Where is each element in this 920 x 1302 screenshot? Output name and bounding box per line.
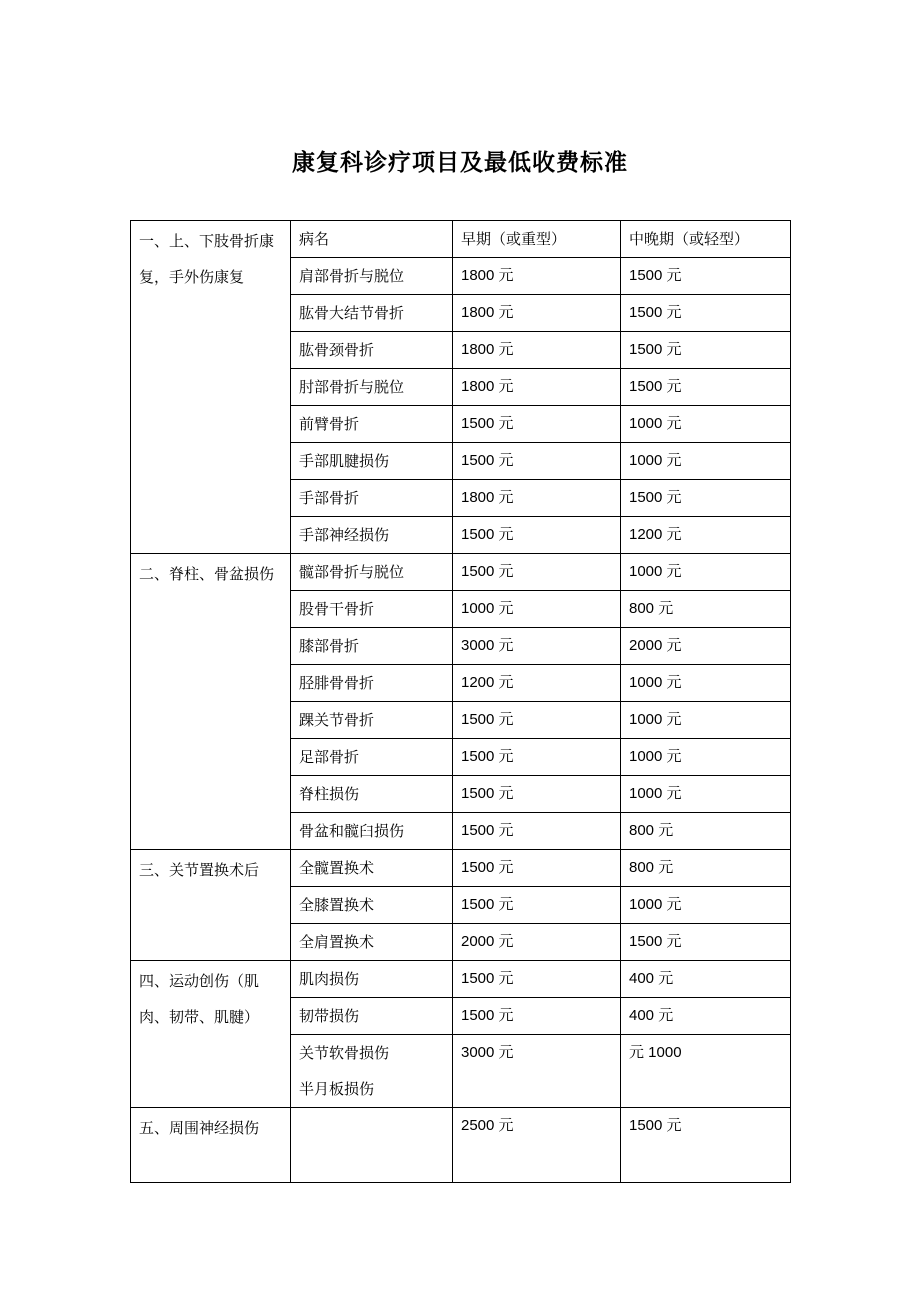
early-fee-cell: 2000 元 bbox=[453, 924, 621, 961]
early-fee-cell: 1500 元 bbox=[453, 517, 621, 554]
late-fee-cell: 1500 元 bbox=[621, 480, 791, 517]
disease-cell: 膝部骨折 bbox=[291, 628, 453, 665]
disease-cell: 足部骨折 bbox=[291, 739, 453, 776]
table-row bbox=[131, 1108, 791, 1183]
late-fee-cell: 1500 元 bbox=[621, 1108, 791, 1183]
late-fee-cell: 1500 元 bbox=[621, 295, 791, 332]
category-cell: 四、运动创伤（肌肉、韧带、肌腱） bbox=[131, 961, 291, 1108]
late-fee-cell: 800 元 bbox=[621, 850, 791, 887]
disease-line: 关节软骨损伤 bbox=[299, 1044, 390, 1062]
table-row bbox=[131, 961, 791, 998]
disease-cell: 全髋置换术 bbox=[291, 850, 453, 887]
header-disease: 病名 bbox=[291, 221, 453, 258]
disease-cell: 胫腓骨骨折 bbox=[291, 665, 453, 702]
late-fee-cell: 1500 元 bbox=[621, 369, 791, 406]
late-fee-cell: 1000 元 bbox=[621, 443, 791, 480]
disease-cell: 肌肉损伤 bbox=[291, 961, 453, 998]
disease-cell: 手部神经损伤 bbox=[291, 517, 453, 554]
disease-cell bbox=[291, 1035, 453, 1108]
table-row bbox=[131, 554, 791, 591]
category-cell: 一、上、下肢骨折康复，手外伤康复 bbox=[131, 221, 291, 554]
disease-cell: 骨盆和髋臼损伤 bbox=[291, 813, 453, 850]
table-row bbox=[131, 221, 791, 258]
late-fee-cell: 1000 元 bbox=[621, 406, 791, 443]
late-fee-cell: 1000 元 bbox=[621, 702, 791, 739]
early-fee-cell: 1500 元 bbox=[453, 406, 621, 443]
disease-cell: 手部骨折 bbox=[291, 480, 453, 517]
early-fee-cell: 1500 元 bbox=[453, 813, 621, 850]
late-fee-cell: 1000 元 bbox=[621, 739, 791, 776]
early-fee-cell: 1500 元 bbox=[453, 887, 621, 924]
early-fee-cell: 3000 元 bbox=[453, 628, 621, 665]
late-fee-cell: 2000 元 bbox=[621, 628, 791, 665]
fee-table bbox=[130, 220, 791, 1183]
early-fee-cell: 2500 元 bbox=[453, 1108, 621, 1183]
early-fee-cell: 1800 元 bbox=[453, 369, 621, 406]
early-fee-cell: 1500 元 bbox=[453, 776, 621, 813]
disease-cell: 髋部骨折与脱位 bbox=[291, 554, 453, 591]
late-fee-cell: 1200 元 bbox=[621, 517, 791, 554]
disease-cell: 全肩置换术 bbox=[291, 924, 453, 961]
early-fee-cell: 3000 元 bbox=[453, 1035, 621, 1108]
page-title: 康复科诊疗项目及最低收费标准 bbox=[292, 150, 628, 176]
disease-cell: 前臂骨折 bbox=[291, 406, 453, 443]
early-fee-cell: 1200 元 bbox=[453, 665, 621, 702]
early-fee-cell: 1500 元 bbox=[453, 850, 621, 887]
late-fee-cell: 1500 元 bbox=[621, 924, 791, 961]
early-fee-cell: 1800 元 bbox=[453, 295, 621, 332]
late-fee-cell: 1000 元 bbox=[621, 665, 791, 702]
early-fee-cell: 1500 元 bbox=[453, 739, 621, 776]
disease-cell: 全膝置换术 bbox=[291, 887, 453, 924]
disease-cell: 股骨干骨折 bbox=[291, 591, 453, 628]
category-cell: 五、周围神经损伤 bbox=[131, 1108, 291, 1183]
category-cell: 二、脊柱、骨盆损伤 bbox=[131, 554, 291, 850]
late-fee-cell: 400 元 bbox=[621, 998, 791, 1035]
late-fee-cell: 元 1000 bbox=[621, 1035, 791, 1108]
early-fee-cell: 1500 元 bbox=[453, 702, 621, 739]
early-fee-cell: 1500 元 bbox=[453, 554, 621, 591]
disease-cell: 肘部骨折与脱位 bbox=[291, 369, 453, 406]
disease-cell bbox=[291, 1108, 453, 1183]
late-fee-cell: 800 元 bbox=[621, 591, 791, 628]
table-row bbox=[131, 850, 791, 887]
early-fee-cell: 1500 元 bbox=[453, 998, 621, 1035]
early-fee-cell: 1000 元 bbox=[453, 591, 621, 628]
disease-cell: 踝关节骨折 bbox=[291, 702, 453, 739]
late-fee-cell: 1500 元 bbox=[621, 332, 791, 369]
disease-cell: 脊柱损伤 bbox=[291, 776, 453, 813]
header-early: 早期（或重型） bbox=[453, 221, 621, 258]
early-fee-cell: 1800 元 bbox=[453, 480, 621, 517]
early-fee-cell: 1500 元 bbox=[453, 443, 621, 480]
late-fee-cell: 1000 元 bbox=[621, 554, 791, 591]
early-fee-cell: 1800 元 bbox=[453, 258, 621, 295]
late-fee-cell: 1000 元 bbox=[621, 887, 791, 924]
disease-cell: 肩部骨折与脱位 bbox=[291, 258, 453, 295]
disease-line: 半月板损伤 bbox=[299, 1080, 375, 1098]
late-fee-cell: 800 元 bbox=[621, 813, 791, 850]
early-fee-cell: 1500 元 bbox=[453, 961, 621, 998]
header-late: 中晚期（或轻型） bbox=[621, 221, 791, 258]
late-fee-cell: 400 元 bbox=[621, 961, 791, 998]
disease-cell: 韧带损伤 bbox=[291, 998, 453, 1035]
disease-cell: 肱骨大结节骨折 bbox=[291, 295, 453, 332]
disease-cell: 手部肌腱损伤 bbox=[291, 443, 453, 480]
late-fee-cell: 1500 元 bbox=[621, 258, 791, 295]
early-fee-cell: 1800 元 bbox=[453, 332, 621, 369]
late-fee-cell: 1000 元 bbox=[621, 776, 791, 813]
disease-cell: 肱骨颈骨折 bbox=[291, 332, 453, 369]
category-cell: 三、关节置换术后 bbox=[131, 850, 291, 961]
